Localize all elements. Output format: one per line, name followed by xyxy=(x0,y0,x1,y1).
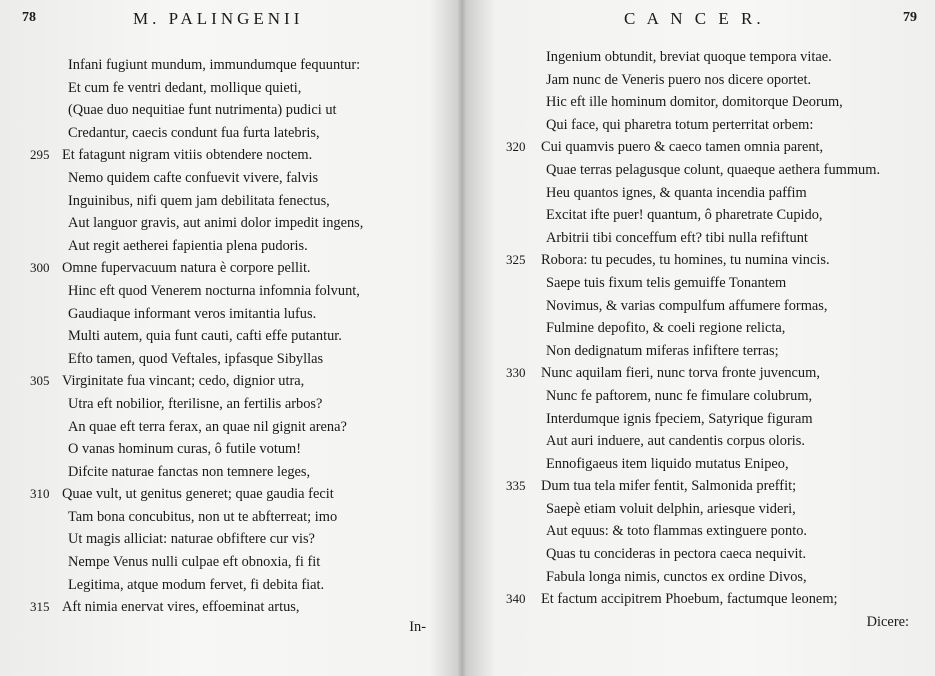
verse-text: Interdumque ignis fpeciem, Satyrique figuram xyxy=(546,410,813,427)
verse-line xyxy=(0,212,458,235)
verse-line xyxy=(466,272,935,295)
verse-text: Ennofigaeus item liquido mutatus Enipeo, xyxy=(546,455,789,472)
verse-text: Credantur, caecis condunt fua furta latebris, xyxy=(68,124,320,141)
verse-text: Fabula longa nimis, cunctos ex ordine Divos, xyxy=(546,568,807,585)
line-number: 325 xyxy=(506,252,526,268)
verse-text: Ingenium obtundit, breviat quoque tempora vitae. xyxy=(546,49,832,65)
verse-text: Heu quantos ignes, & quanta incendia paffim xyxy=(546,184,807,201)
verse-line xyxy=(466,114,935,137)
verse-line xyxy=(0,348,458,371)
verse-text: Quas tu concideras in pectora caeca nequivit. xyxy=(546,546,807,563)
left-page xyxy=(0,0,458,676)
verse-line xyxy=(0,438,458,461)
verse-line xyxy=(466,46,935,69)
verse-text: O vanas hominum curas, ô futile votum! xyxy=(68,441,302,458)
catchword: In- xyxy=(409,619,426,635)
verse-text: Nemo quidem cafte confuevit vivere, falvis xyxy=(68,169,319,186)
verse-line xyxy=(0,325,458,348)
verse-line xyxy=(466,453,935,476)
verse-line xyxy=(466,543,935,566)
running-head: C A N C E R. xyxy=(624,9,765,28)
verse-line xyxy=(0,596,458,619)
verse-line xyxy=(0,122,458,145)
verse-text: (Quae duo nequitiae funt nutrimenta) pudici ut xyxy=(68,102,337,119)
verse-line xyxy=(466,317,935,340)
verse-text: Saepè etiam voluit delphin, ariesque videri, xyxy=(546,500,796,517)
verse-line xyxy=(0,461,458,484)
verse-text: Arbitrii tibi conceffum eft? tibi nulla refiftunt xyxy=(546,229,808,246)
verse-text: Gaudiaque informant veros imitantia lufus. xyxy=(68,305,317,322)
verse-text: Non dedignatum miferas infiftere terras; xyxy=(546,342,779,359)
verse-text: Nunc aquilam fieri, nunc torva fronte juvencum, xyxy=(541,365,820,382)
verse-line xyxy=(0,528,458,551)
verse-line xyxy=(0,370,458,393)
verse-text: Cui quamvis puero & caeco tamen omnia parent, xyxy=(541,139,824,156)
verse-text: Multi autem, quia funt cauti, cafti effe putantur. xyxy=(68,328,342,345)
verse-line xyxy=(466,430,935,453)
running-head: M. PALINGENII xyxy=(133,9,304,28)
line-number: 300 xyxy=(30,260,50,276)
verse-text: Saepe tuis fixum telis gemuiffe Tonantem xyxy=(546,274,787,291)
verse-line xyxy=(0,167,458,190)
line-number: 330 xyxy=(506,365,526,381)
line-number: 315 xyxy=(30,599,50,615)
verse-text: Infani fugiunt mundum, immundumque fequuntur: xyxy=(68,57,361,73)
verse-text: Aut regit aetherei fapientia plena pudoris. xyxy=(68,237,308,254)
line-number: 320 xyxy=(506,139,526,155)
page-number: 79 xyxy=(903,10,917,25)
verse-text: Aft nimia enervat vires, effoeminat artus, xyxy=(62,599,300,616)
verse-line xyxy=(466,340,935,363)
verse-line xyxy=(0,99,458,122)
verse-text: Utra eft nobilior, fterilisne, an fertilis arbos? xyxy=(68,395,323,412)
verse-line xyxy=(466,249,935,272)
verse-text: Qui face, qui pharetra totum perterritat orbem: xyxy=(546,116,814,133)
verse-text: An quae eft terra ferax, an quae nil gignit arena? xyxy=(68,418,347,435)
verse-text: Quae terras pelagusque colunt, quaeque aethera fummum. xyxy=(546,161,881,178)
verse-text: Difcite naturae fanctas non temnere leges, xyxy=(68,463,311,480)
verse-text: Hic eft ille hominum domitor, domitorque Deorum, xyxy=(546,94,843,111)
verse-text: Quae vult, ut genitus generet; quae gaudia fecit xyxy=(62,486,334,503)
verse-line xyxy=(0,506,458,529)
verse-line xyxy=(466,159,935,182)
verse-line xyxy=(0,235,458,258)
verse-text: Et factum accipitrem Phoebum, factumque leonem; xyxy=(541,591,838,608)
verse-text: Fulmine depofito, & coeli regione relicta, xyxy=(546,320,786,337)
verse-list xyxy=(0,54,458,619)
page-number: 78 xyxy=(22,10,36,25)
verse-text: Tam bona concubitus, non ut te abfterreat; imo xyxy=(68,508,338,525)
verse-text: Aut equus: & toto flammas extinguere ponto. xyxy=(546,523,807,540)
line-number: 305 xyxy=(30,373,50,389)
verse-line xyxy=(0,574,458,597)
verse-text: Nunc fe paftorem, nunc fe fimulare colubrum, xyxy=(546,387,813,404)
verse-line xyxy=(0,303,458,326)
verse-line xyxy=(466,498,935,521)
verse-line xyxy=(466,520,935,543)
right-page xyxy=(466,0,935,676)
verse-line xyxy=(466,136,935,159)
verse-text: Dum tua tela mifer fentit, Salmonida preffit; xyxy=(541,478,797,495)
verse-text: Nempe Venus nulli culpae eft obnoxia, fi fit xyxy=(68,554,321,571)
verse-line xyxy=(0,257,458,280)
verse-line xyxy=(466,69,935,92)
verse-text: Legitima, atque modum fervet, fi debita fiat. xyxy=(68,576,325,593)
verse-text: Et fatagunt nigram vitiis obtendere noctem. xyxy=(62,147,313,164)
verse-text: Excitat ifte puer! quantum, ô pharetrate Cupido, xyxy=(546,207,823,224)
verse-line xyxy=(0,77,458,100)
verse-line xyxy=(466,182,935,205)
line-number: 335 xyxy=(506,478,526,494)
verse-line xyxy=(466,91,935,114)
line-number: 295 xyxy=(30,147,50,163)
verse-line xyxy=(0,551,458,574)
verse-line xyxy=(466,227,935,250)
verse-text: Jam nunc de Veneris puero nos dicere oportet. xyxy=(546,71,812,88)
verse-line xyxy=(0,280,458,303)
verse-line xyxy=(466,295,935,318)
verse-line xyxy=(466,385,935,408)
book-gutter xyxy=(458,0,466,676)
line-number: 310 xyxy=(30,486,50,502)
verse-line xyxy=(0,393,458,416)
verse-text: Efto tamen, quod Veftales, ipfasque Sibyllas xyxy=(68,350,324,367)
verse-text: Hinc eft quod Venerem nocturna infomnia folvunt, xyxy=(68,282,360,299)
verse-list xyxy=(466,46,935,611)
verse-line xyxy=(466,475,935,498)
verse-text: Inguinibus, nifi quem jam debilitata fenectus, xyxy=(68,192,330,209)
catchword: Dicere: xyxy=(866,614,909,630)
verse-text: Novimus, & varias compulfum affumere formas, xyxy=(546,297,828,314)
verse-text: Aut auri induere, aut candentis corpus oloris. xyxy=(546,433,805,450)
verse-line xyxy=(466,588,935,611)
verse-line xyxy=(466,408,935,431)
verse-text: Virginitate fua vincant; cedo, dignior utra, xyxy=(62,373,305,390)
verse-line xyxy=(466,566,935,589)
verse-text: Omne fupervacuum natura è corpore pellit. xyxy=(62,260,311,277)
verse-text: Robora: tu pecudes, tu homines, tu numina vincis. xyxy=(541,252,830,269)
verse-line xyxy=(0,416,458,439)
verse-line xyxy=(0,483,458,506)
verse-line xyxy=(466,204,935,227)
verse-line xyxy=(0,144,458,167)
line-number: 340 xyxy=(506,591,526,607)
verse-text: Et cum fe ventri dedant, mollique quieti, xyxy=(68,79,302,96)
verse-text: Ut magis alliciat: naturae obfiftere cur vis? xyxy=(68,531,315,548)
verse-line xyxy=(466,362,935,385)
verse-line xyxy=(0,190,458,213)
verse-text: Aut languor gravis, aut animi dolor impedit ingens, xyxy=(68,215,364,232)
verse-line xyxy=(0,54,458,77)
